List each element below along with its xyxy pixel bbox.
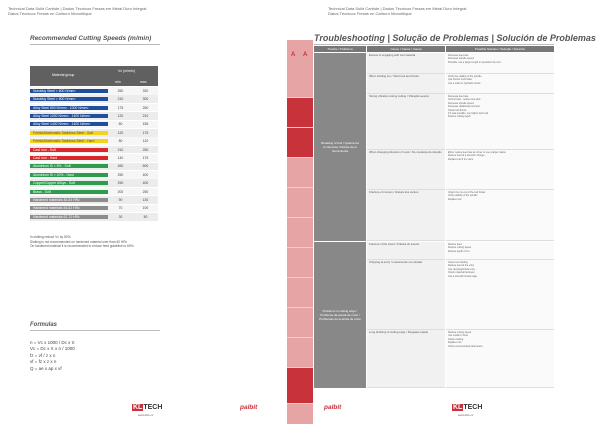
palbit-logo: palbit	[324, 404, 342, 411]
note-line: On hardened material it is recommended to reduce feed guideline to 60%.	[30, 244, 135, 248]
right-header-line-1: Technical Data Solid Carbide | Dados Técnicos Fresas em Metal Duro Integral	[328, 6, 467, 11]
speed-row	[30, 112, 158, 120]
note-line: In slotting reduce Vc by 50%.	[30, 235, 72, 239]
cutting-speed-table-header	[30, 66, 158, 86]
speed-row-material: Alloy Steel 800 N/mm² - 1000 N/mm²	[30, 106, 108, 110]
strip-cell	[287, 188, 313, 218]
solution-line: Reduce cutting speed	[448, 331, 472, 334]
solution-line: Verify stability of the spindle	[448, 194, 478, 198]
speed-row-material: Aluminium Si < 5% - Soft	[30, 164, 108, 168]
trouble-group-edge: Problems in cutting edge / Problema da aresta de corte / Problemas de la arista de corte	[314, 242, 366, 388]
strip-cell	[287, 40, 313, 98]
trouble-group-breaking: Breaking of tool / Quebra da ferramenta / Rotura de la herramienta	[314, 53, 366, 241]
trouble-cause: Fracture of the insert / Fratura do inserto	[367, 242, 445, 260]
solution-line: Use coolant / flood	[448, 334, 468, 338]
col-trouble: Trouble / Problema	[314, 46, 366, 52]
speed-row	[30, 196, 158, 204]
speed-row	[30, 129, 158, 137]
speed-row-min: 210	[117, 97, 124, 102]
formula-line: Q = ae x ap x vf	[30, 365, 62, 371]
speed-row	[30, 154, 158, 162]
solution-line: Possible: use a larger length to reposition the tool	[448, 60, 501, 64]
speed-row-material: Ferritic/Martensitic Stainless Steel - Soft	[30, 131, 108, 135]
speed-row-max: 175	[142, 155, 149, 160]
kl-tech-url: www.klts.cz	[138, 413, 154, 417]
strip-cell	[287, 158, 313, 188]
speed-row-min: 120	[117, 130, 124, 135]
speed-row	[30, 95, 158, 103]
kl-tech-logo: KLTECH	[453, 404, 483, 411]
speed-row-max: 320	[142, 88, 149, 93]
strip-letter-left: A	[291, 52, 296, 58]
title-rule	[30, 44, 160, 45]
right-header-line-2: Datos Técnicos Fresas en Carburo Monolítique	[328, 11, 412, 16]
speed-row-material: Alloy Steel 1000 N/mm² - 1400 N/mm²	[30, 114, 108, 118]
trouble-solution	[446, 242, 554, 260]
speed-row-max: 400	[142, 181, 149, 186]
note-line: Slotting is not recommended on hardened material over than 60 HRc	[30, 239, 128, 244]
solution-line: Check material hardness	[448, 271, 475, 275]
solution-line: Decrease radial/axial removal	[448, 105, 480, 109]
strip-cell-active	[287, 128, 313, 158]
solution-line: Control ratio - reduce tool stick	[448, 98, 481, 102]
speed-row	[30, 104, 158, 112]
solution-line: Check tool fixture	[448, 108, 467, 112]
left-header-line-1: Technical Data Solid Carbide | Dados Técnicos Fresas em Metal Duro Integral	[8, 6, 147, 11]
speed-row-material: Nonalloy Steel > 800 N/mm²	[30, 97, 108, 101]
solution-line: Decrease spindle speed	[448, 101, 474, 105]
trouble-cause: When holding too / Short tool and fixture	[367, 74, 445, 94]
solution-line: Reduce cutting depth	[448, 115, 471, 119]
speed-row-material: Alloy Steel 1400 N/mm² - 1400 N/mm²	[30, 122, 108, 126]
speed-row-min: 175	[117, 105, 124, 110]
speed-row	[30, 121, 158, 129]
solution-line: Replace tool	[448, 341, 462, 345]
solution-line: Decrease spindle speed	[448, 57, 474, 61]
formula-list	[30, 340, 75, 372]
solution-line: Check tool holding	[448, 261, 468, 264]
right-header	[328, 6, 466, 16]
col-min: min	[115, 80, 121, 84]
kl-tech-logo: KLTECH	[133, 404, 163, 411]
speed-row-max: 400	[142, 172, 149, 177]
speed-row-max: 155	[142, 122, 149, 127]
notes	[30, 235, 134, 249]
solution-line: Use ramping/helical entry	[448, 267, 475, 271]
col-material-group: Material group	[52, 73, 75, 77]
cutting-speeds-title: Recommended Cutting Speeds (m/min)	[30, 35, 152, 42]
speed-row-min: 200	[117, 189, 124, 194]
trouble-cause: Chipping at entry / Lascamento na entrada	[367, 260, 445, 330]
speed-row	[30, 171, 158, 179]
speed-row-material: Brass - Soft	[30, 190, 108, 194]
trouble-solution	[446, 150, 554, 190]
solution-line: Check coating	[448, 337, 464, 341]
speed-row-min: 70	[118, 206, 123, 211]
speed-row-min: 80	[118, 139, 123, 144]
solution-line: Reduce feed	[448, 243, 462, 246]
speed-row	[30, 188, 158, 196]
solution-line: Either reduce feed rate at corner or use a larger radius	[448, 151, 506, 154]
speed-row-material: Aluminium Si > 10% - Hard	[30, 173, 108, 177]
speed-row-material: Ferritic/Martensitic Stainless Steel - Hard	[30, 139, 108, 143]
trouble-solution	[446, 94, 554, 150]
speed-row-max: 600	[142, 164, 149, 169]
left-header-line-2: Datos Técnicos Fresas en Carburo Monolítique	[8, 11, 92, 16]
formulas-title: Formulas	[30, 322, 58, 328]
speed-row-max: 50	[143, 214, 148, 219]
speed-row-min: 210	[117, 147, 124, 152]
strip-cell-active	[287, 98, 313, 128]
speed-row-min: 140	[117, 155, 124, 160]
speed-row-material: Hardened materials 45-54 HRc	[30, 198, 108, 202]
speed-row-min: 250	[117, 88, 124, 93]
speed-row-max: 250	[142, 105, 149, 110]
speed-row-min: 250	[117, 181, 124, 186]
speed-row-material: Cast Iron - Hard	[30, 156, 108, 160]
speed-row-material: Copper/Copper Alloys - Soft	[30, 181, 108, 185]
left-header	[8, 6, 146, 16]
speed-row-min: 60	[118, 122, 123, 127]
speed-row-min: 250	[117, 172, 124, 177]
solution-line: Use shorter tool holder	[448, 78, 473, 82]
kl-tech-url: www.klts.cz	[458, 413, 474, 417]
speed-row-max: 250	[142, 189, 149, 194]
trouble-solution	[446, 53, 554, 74]
solution-line: Reduce depth of cut	[448, 249, 470, 253]
trouble-solution	[446, 74, 554, 94]
solution-line: Replace tool if it is worn	[448, 157, 474, 161]
solution-line: Decrease feed rate	[448, 95, 469, 98]
formula-line: Vc = Dc x π x n / 1000	[30, 346, 75, 352]
troubleshooting-title: Troubleshooting | Solução de Problemas | Solución de Problemas	[314, 33, 596, 43]
solution-line: Use a tool with honed edge	[448, 274, 477, 278]
solution-line: Decrease feed rate	[448, 54, 469, 57]
speed-row	[30, 205, 158, 213]
solution-line: Replace tool	[448, 197, 462, 201]
strip-cell	[287, 248, 313, 278]
trouble-cause: When changing direction of work / No mudança de direção	[367, 150, 445, 190]
trouble-solution	[446, 260, 554, 330]
solution-line: Verify the stability of the spindle	[448, 75, 482, 78]
speed-row-material: Cast Iron - Soft	[30, 148, 108, 152]
trouble-cause: Fracture of corners / Fratura dos cantos	[367, 190, 445, 241]
speed-row-max: 210	[142, 113, 149, 118]
speed-row	[30, 87, 158, 95]
trouble-cause: Long finishing of cutting edge / Desgaste rápido	[367, 330, 445, 388]
col-max: max	[140, 80, 147, 84]
col-cause: Cause / Causa / Causa	[367, 46, 445, 52]
speed-row-material: Hardened materials 54-62 HRc	[30, 206, 108, 210]
palbit-logo: palbit	[240, 404, 258, 411]
speed-row-min: 30	[118, 214, 123, 219]
speed-row-material: Hardened materials 62-70 HRc	[30, 215, 108, 219]
formula-line: n = Vc x 1000 / Dc x π	[30, 340, 75, 345]
speed-row-min: 460	[117, 164, 124, 169]
col-vc: Vc (m/min)	[118, 69, 135, 73]
formula-line: fz = vf / z x n	[30, 352, 56, 358]
trouble-cause: Strong vibration during cutting / Vibração severa	[367, 94, 445, 150]
section-strip	[287, 40, 313, 424]
strip-letter-right: A	[303, 52, 308, 58]
speed-row-min: 120	[117, 113, 124, 118]
speed-row	[30, 137, 158, 145]
strip-cell	[287, 338, 313, 368]
trouble-solution	[446, 190, 554, 241]
speed-row-max: 300	[142, 97, 149, 102]
speed-row	[30, 179, 158, 187]
trouble-cause: Excess of engaging with tool material	[367, 53, 445, 74]
solution-line: Reduce cutting speed	[448, 246, 472, 250]
solution-line: Check the run-out of the tool holder	[448, 191, 486, 194]
speed-row-max: 130	[142, 197, 149, 202]
solution-line: If it was possible: use higher helix tool	[448, 112, 489, 116]
speed-row-min: 90	[118, 197, 123, 202]
trouble-solution	[446, 330, 554, 388]
speed-row-max: 175	[142, 130, 149, 135]
formulas-rule	[30, 330, 160, 331]
solution-line: Use a collet or hydraulic chuck	[448, 81, 481, 85]
speed-row-max: 110	[142, 139, 149, 144]
speed-row	[30, 213, 158, 221]
speed-row	[30, 146, 158, 154]
col-solution: Possible Solution / Solução / Solución	[446, 46, 554, 52]
strip-cell	[287, 278, 313, 308]
speed-row-max: 250	[142, 147, 149, 152]
solution-line: Reduce feed at a direction change	[448, 154, 485, 158]
speed-row-max: 100	[142, 206, 149, 211]
formula-line: vf = fz x z x n	[30, 359, 57, 365]
strip-cell	[287, 308, 313, 338]
solution-line: Reduce feed at the entry	[448, 264, 475, 268]
strip-cell	[287, 218, 313, 248]
speed-row-material: Nonalloy Steel < 800 N/mm²	[30, 89, 108, 93]
strip-cell-active	[287, 368, 313, 404]
solution-line: Verify recommended parameters	[448, 344, 483, 348]
troubleshooting-rule	[314, 44, 554, 45]
speed-row	[30, 163, 158, 171]
